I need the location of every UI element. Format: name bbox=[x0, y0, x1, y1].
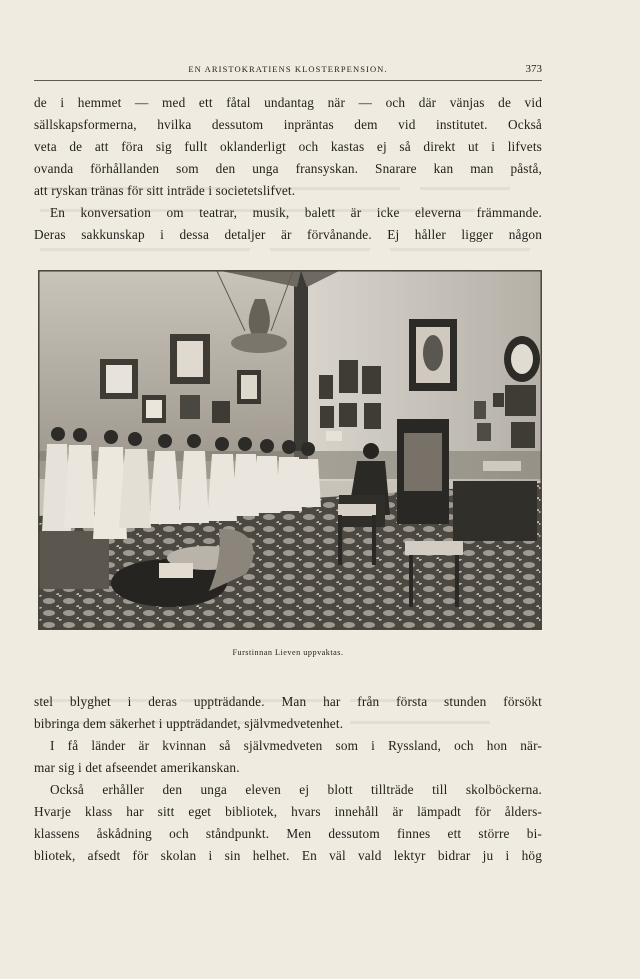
text-line: bliotek, afsedt för skolan i sin helhet. En väl vald lektyr bidrar ju i hög bbox=[34, 848, 542, 863]
running-header bbox=[34, 62, 542, 81]
text-line: En konversation om teatrar, musik, balett är icke eleverna främmande. bbox=[50, 205, 542, 220]
text-line: Också erhåller den unga eleven ej blott tillträde till skolböckerna. bbox=[50, 782, 542, 797]
figure-caption: Furstinnan Lieven uppvaktas. bbox=[232, 648, 344, 657]
text-line: sällskapsformerna, hvilka dessutom inpräntas dem vid institutet. Också bbox=[34, 117, 542, 132]
text-line: veta de att föra sig fullt oklanderligt och kastas ej så direkt ut i lifvets bbox=[34, 139, 542, 154]
text-line: bibringa dem säkerhet i uppträdandet, självmedvetenhet. bbox=[34, 716, 344, 731]
text-line: ovanda förhållanden som den unga fransyskan. Snarare kan man påstå, bbox=[34, 161, 542, 176]
text-line: mar sig i det afseendet amerikanskan. bbox=[34, 760, 240, 775]
text-line: klassens åskådning och ståndpunkt. Men dessutom finnes ett större bi- bbox=[34, 826, 542, 841]
text-line: att ryskan tränas för sitt inträde i societetslifvet. bbox=[34, 183, 296, 198]
page-number: 373 bbox=[525, 63, 542, 75]
historical-photograph bbox=[38, 270, 542, 630]
body-text-top bbox=[34, 92, 542, 246]
running-title: EN ARISTOKRATIENS KLOSTERPENSION. bbox=[188, 64, 388, 74]
text-line: I få länder är kvinnan så självmedveten som i Ryssland, och hon när- bbox=[50, 738, 542, 753]
text-line: Hvarje klass har sitt eget bibliotek, hvars innehåll är lämpadt för ålders- bbox=[34, 804, 542, 819]
text-line: Deras sakkunskap i dessa detaljer är förvånande. Ej håller ligger någon bbox=[34, 227, 542, 242]
body-text-bottom bbox=[34, 691, 542, 867]
text-line: stel blyghet i deras uppträdande. Man har från första stunden försökt bbox=[34, 694, 542, 709]
show-through-text bbox=[40, 246, 540, 254]
text-line: de i hemmet — med ett fåtal undantag när — och där vänjas de vid bbox=[34, 95, 542, 110]
